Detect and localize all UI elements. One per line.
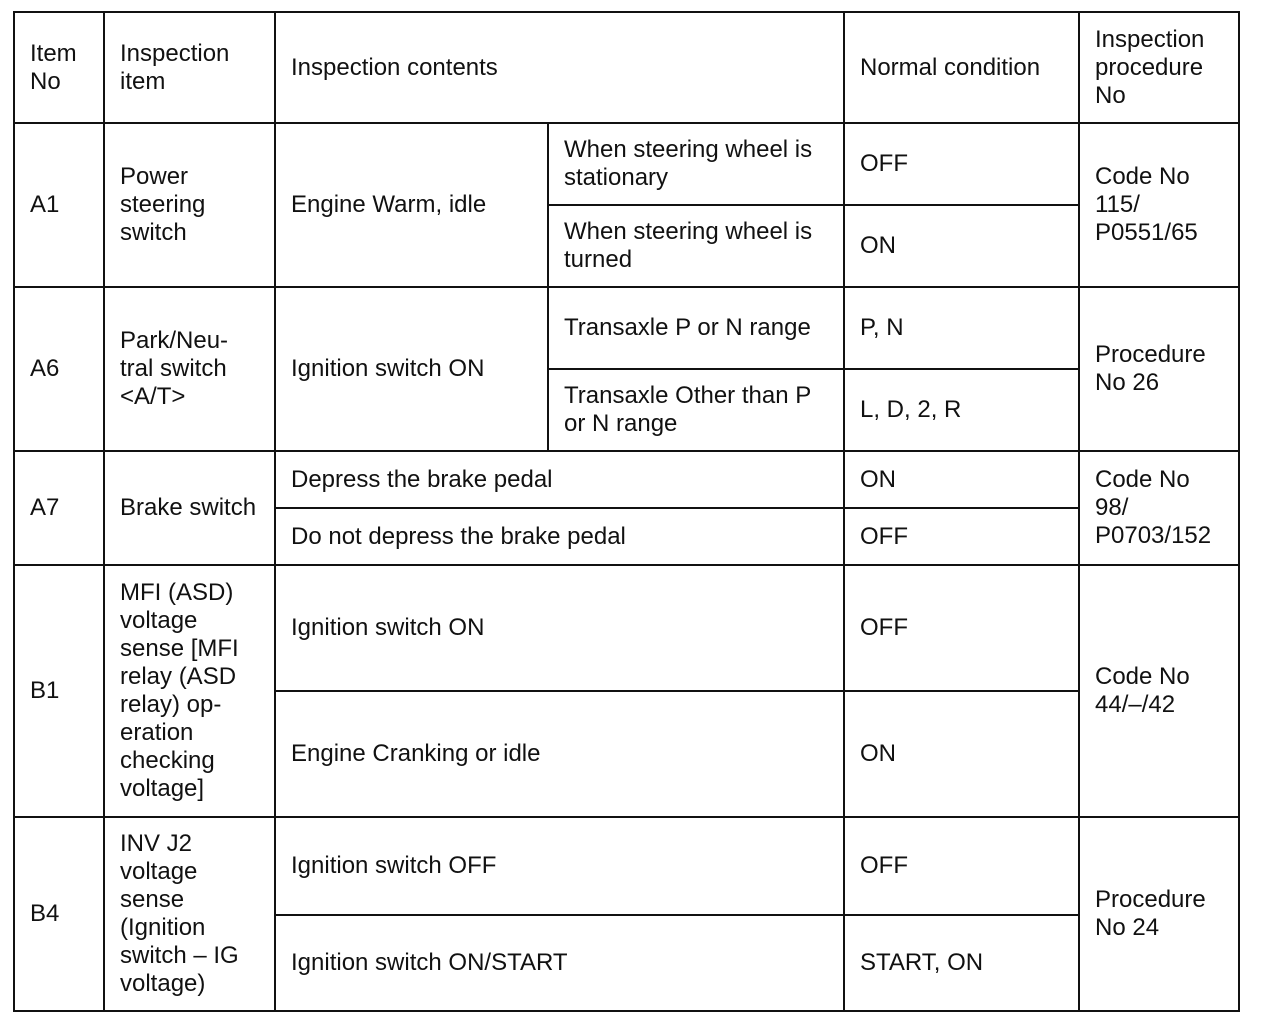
inspection-contents-cell: Ignition switch ON xyxy=(275,565,844,691)
normal-condition-cell: P, N xyxy=(844,287,1079,369)
inspection-subcondition-cell: When steering wheel is turned xyxy=(548,205,844,287)
inspection-condition-cell: Engine Warm, idle xyxy=(275,123,548,287)
table-row xyxy=(14,451,1239,508)
procedure-no-cell: Procedure No 26 xyxy=(1079,287,1239,451)
normal-condition-cell: ON xyxy=(844,451,1079,508)
normal-condition-cell: ON xyxy=(844,205,1079,287)
inspection-contents-cell: Do not depress the brake pedal xyxy=(275,508,844,565)
procedure-no-cell: Procedure No 24 xyxy=(1079,817,1239,1011)
inspection-contents-cell: Depress the brake pedal xyxy=(275,451,844,508)
item-no-cell: B4 xyxy=(14,817,104,1011)
table-row xyxy=(14,565,1239,691)
item-no-cell: A6 xyxy=(14,287,104,451)
header-row xyxy=(14,12,1239,123)
table-row xyxy=(14,817,1239,915)
normal-condition-cell: ON xyxy=(844,691,1079,817)
table-row xyxy=(14,123,1239,205)
inspection-table xyxy=(13,11,1240,1012)
inspection-item-cell: INV J2 voltage sense (Ignition switch – IG voltage) xyxy=(104,817,275,1011)
inspection-contents-cell: Ignition switch ON/START xyxy=(275,915,844,1011)
procedure-no-cell: Code No 115/ P0551/65 xyxy=(1079,123,1239,287)
procedure-no-cell: Code No 44/–/42 xyxy=(1079,565,1239,817)
inspection-item-cell: MFI (ASD) voltage sense [MFI relay (ASD relay) op- eration checking voltage] xyxy=(104,565,275,817)
header-inspection-item: Inspection item xyxy=(104,12,275,123)
procedure-no-cell: Code No 98/ P0703/152 xyxy=(1079,451,1239,565)
inspection-item-cell: Park/Neu- tral switch <A/T> xyxy=(104,287,275,451)
item-no-cell: A1 xyxy=(14,123,104,287)
item-no-cell: A7 xyxy=(14,451,104,565)
normal-condition-cell: OFF xyxy=(844,565,1079,691)
inspection-subcondition-cell: Transaxle P or N range xyxy=(548,287,844,369)
inspection-subcondition-cell: When steering wheel is stationary xyxy=(548,123,844,205)
normal-condition-cell: L, D, 2, R xyxy=(844,369,1079,451)
inspection-item-cell: Brake switch xyxy=(104,451,275,565)
normal-condition-cell: OFF xyxy=(844,817,1079,915)
inspection-condition-cell: Ignition switch ON xyxy=(275,287,548,451)
normal-condition-cell: START, ON xyxy=(844,915,1079,1011)
inspection-contents-cell: Engine Cranking or idle xyxy=(275,691,844,817)
item-no-cell: B1 xyxy=(14,565,104,817)
header-normal-condition: Normal condition xyxy=(844,12,1079,123)
inspection-item-cell: Power steering switch xyxy=(104,123,275,287)
inspection-contents-cell: Ignition switch OFF xyxy=(275,817,844,915)
normal-condition-cell: OFF xyxy=(844,508,1079,565)
table-row xyxy=(14,287,1239,369)
header-procedure-no: Inspection procedure No xyxy=(1079,12,1239,123)
normal-condition-cell: OFF xyxy=(844,123,1079,205)
header-item-no: Item No xyxy=(14,12,104,123)
header-inspection-contents: Inspection contents xyxy=(275,12,844,123)
inspection-subcondition-cell: Transaxle Other than P or N range xyxy=(548,369,844,451)
